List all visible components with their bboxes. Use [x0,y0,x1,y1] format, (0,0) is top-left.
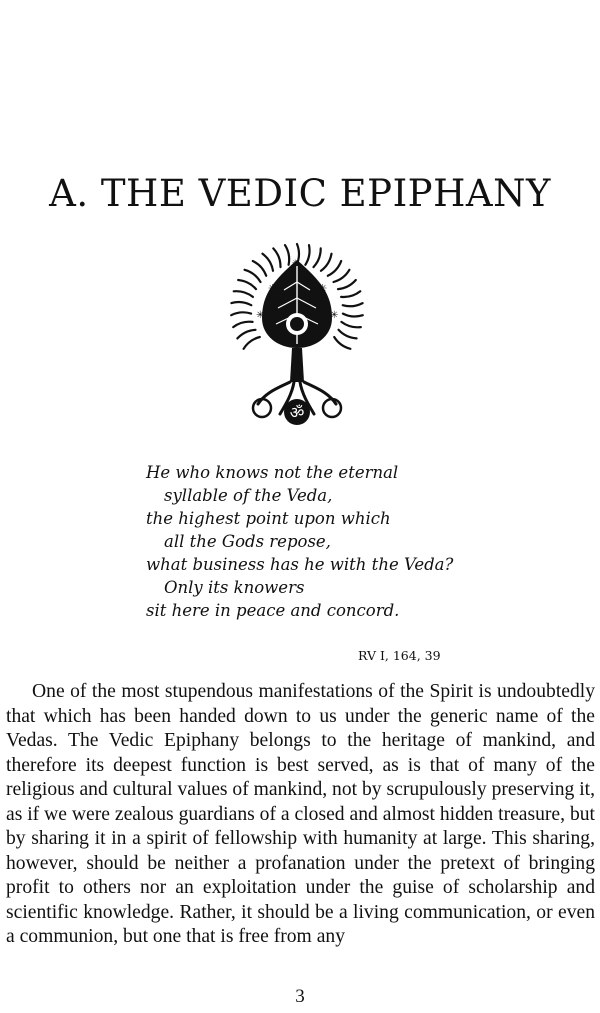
svg-text:✳: ✳ [268,282,278,295]
tree-trunk [290,348,304,382]
sun-ray [328,261,341,276]
sun-ray [245,270,261,282]
epigraph-line: sit here in peace and concord. [146,601,400,620]
sun-ray [234,291,253,297]
sun-ray [253,261,266,276]
sun-ray [314,248,321,267]
sun-ray [338,280,356,289]
sun-ray [238,280,256,289]
om-symbol: ॐ [289,403,305,422]
sun-ray [231,302,251,305]
sun-ray [244,337,260,349]
sun-ray [343,303,363,306]
epigraph-line: what business has he with the Veda? [146,555,454,574]
sun-ray [285,245,289,265]
svg-text:✳: ✳ [318,282,328,295]
sun-ray [237,330,255,339]
epigraph-verse [146,461,453,622]
epigraph-citation: RV I, 164, 39 [358,648,441,663]
svg-text:✳: ✳ [292,259,300,269]
sun-ray [343,314,363,317]
sun-ray [334,270,350,282]
epigraph-line: syllable of the Veda, [164,486,333,505]
sun-ray [273,248,280,267]
sun-ray [231,312,251,315]
body-paragraph: One of the most stupendous manifestations of the Spirit is undoubtedly that which has been handed down to us under the generic name of the Vedas. The Vedic Epiphany belongs to the heritage of mankind, and therefore its deepest function is best served, as is that of many of the religious and cultural values of mankind, not by scrupulously preserving it, as if we were zealous guardians of a closed and almost hidden treasure, but by sharing it in a spirit of fellowship with humanity at large. This sharing, however, should be neither a profanation under the pretext of bringing profit to others nor an exploitation under the guise of scholarship and scientific knowledge. Rather, it should be a living communication, or even a communion, but one that is free from any [6,681,595,947]
page-number: 3 [295,986,305,1007]
sun-ray [334,337,350,349]
sun-ray [341,291,360,297]
sun-ray [341,322,360,327]
sun-ray [321,254,332,271]
sun-ray [233,322,252,327]
sun-ray [263,254,274,271]
chapter-title: A. THE VEDIC EPIPHANY [49,172,551,215]
epigraph-line: Only its knowers [164,578,305,597]
epigraph-line: all the Gods repose, [164,532,331,551]
epigraph-line: the highest point upon which [146,509,391,528]
sun-ray [339,330,357,339]
epigraph-line: He who knows not the eternal [146,463,399,482]
sun-ray [305,245,309,265]
svg-text:✳: ✳ [256,310,265,321]
om-tree-emblem-icon [222,232,372,432]
svg-text:✳: ✳ [330,310,339,321]
